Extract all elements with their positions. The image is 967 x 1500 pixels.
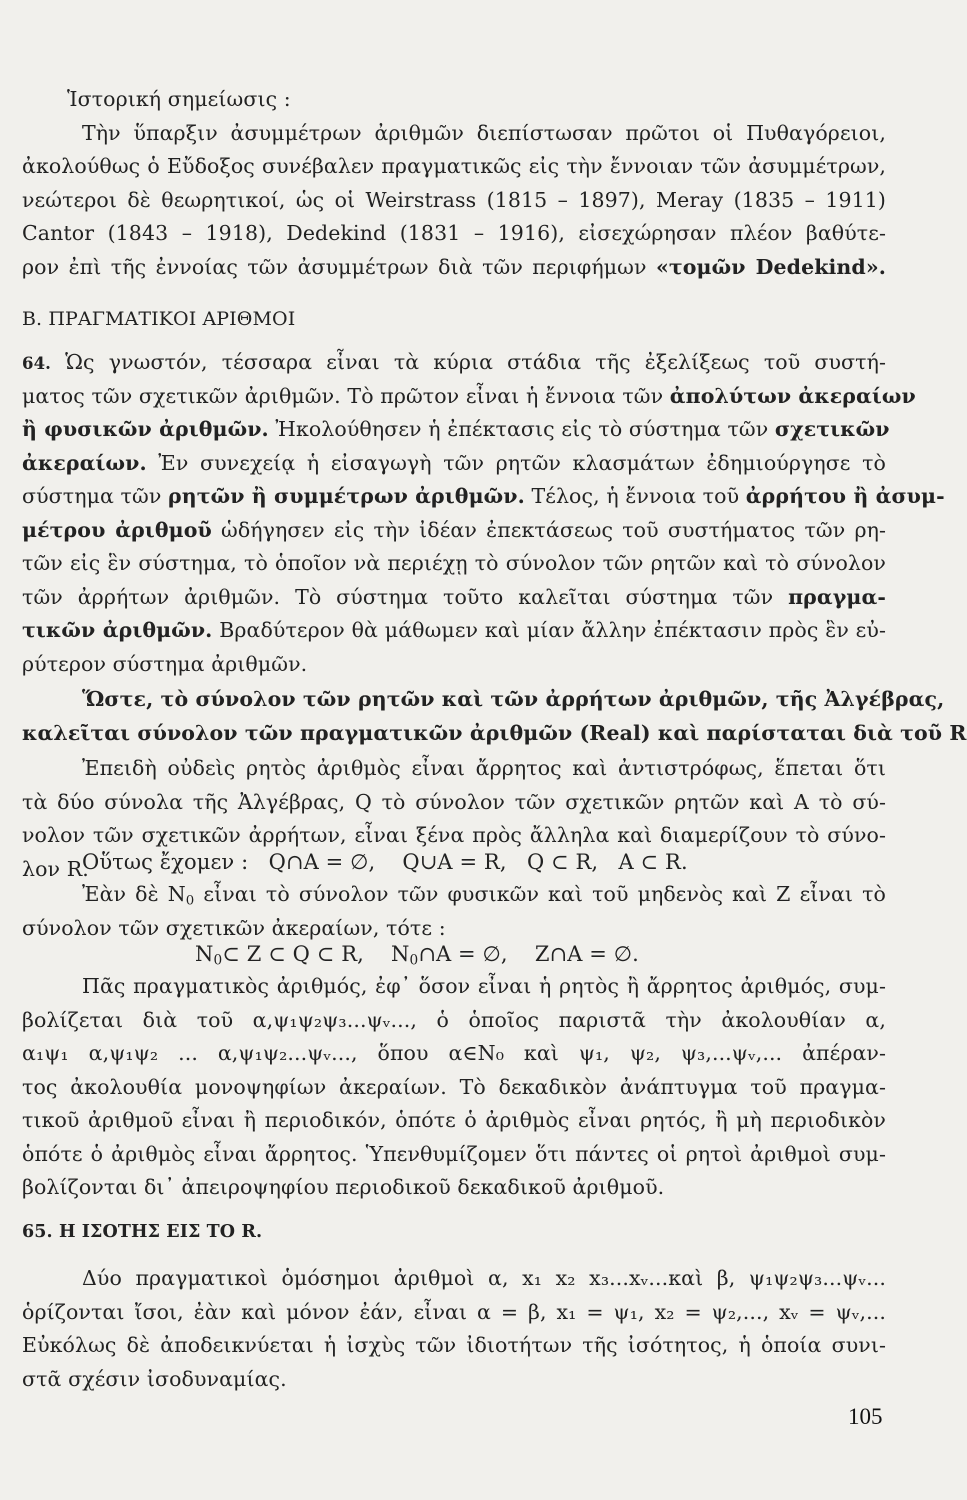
historical-note — [22, 83, 886, 284]
text-line: στᾶ σχέσιν ἰσοδυναμίας. — [22, 1366, 287, 1391]
text-line: τὰ δύο σύνολα τῆς Ἀλγέβρας, Q τὸ σύνολον τῶν σχετικῶν ρητῶν καὶ Α τὸ σύ- — [22, 789, 886, 814]
page-number: 105 — [848, 1404, 883, 1429]
text-line — [22, 413, 890, 447]
text-line — [22, 581, 886, 615]
bold-term: «τομῶν Dedekind». — [655, 254, 886, 279]
text-line: Cantor (1843 – 1918), Dedekind (1831 – 1916), εἰσεχώρησαν πλέον βαθύτε- — [22, 221, 886, 245]
text-segment: Ὡς γνωστόν, τέσσαρα εἶναι τὰ κύρια στάδια τῆς ἐξελίξεως τοῦ συστή- — [65, 350, 886, 374]
section-heading: 65. Η ΙΣΟΤΗΣ ΕΙΣ ΤΟ R. — [22, 1222, 263, 1242]
text-line — [22, 846, 886, 880]
text-line: καλεῖται σύνολον τῶν πραγματικῶν ἀριθμῶν (Real) καὶ παρίσταται διὰ τοῦ R — [22, 720, 967, 745]
subscript: 0 — [185, 893, 195, 909]
formula: Q∪A = R, — [402, 850, 507, 874]
text-line: Τὴν ὕπαρξιν ἀσυμμέτρων ἀριθμῶν διεπίστωσαν πρῶτοι οἱ Πυθαγόρειοι, — [82, 120, 886, 145]
section-heading: Β. ΠΡΑΓΜΑΤΙΚΟΙ ΑΡΙΘΜΟΙ — [22, 308, 296, 330]
bold-term: ἀρρήτου ἢ ἀσυμ- — [745, 484, 945, 508]
formula: N — [391, 942, 410, 966]
bold-term: πραγμα- — [788, 584, 886, 609]
bold-term: ἀπολύτων ἀκεραίων — [669, 383, 916, 408]
text-line: βολίζεται διὰ τοῦ α,ψ₁ψ₂ψ₃...ψᵥ..., ὁ ὁποῖος παριστᾶ τὴν ἀκολουθίαν α, — [22, 1007, 886, 1032]
text-line — [22, 878, 886, 912]
text-segment: ματος τῶν σχετικῶν ἀριθμῶν. Τὸ πρῶτον εἶναι ἡ ἔννοια τῶν — [22, 383, 670, 408]
text-line: Ἐπειδὴ οὐδεὶς ρητὸς ἀριθμὸς εἶναι ἄρρητος καὶ ἀντιστρόφως, ἕπεται ὅτι — [82, 756, 886, 780]
text-line: Πᾶς πραγματικὸς ἀριθμός, ἐφ᾽ ὅσον εἶναι ἡ ρητὸς ἢ ἄρρητος ἀριθμός, συμ- — [82, 974, 886, 998]
text-segment: ρον ἐπὶ τῆς ἐννοίας τῶν ἀσυμμέτρων διὰ τῶν περιφήμων — [22, 254, 656, 279]
text-line — [22, 346, 886, 380]
text-line: Ὥστε, τὸ σύνολον τῶν ρητῶν καὶ τῶν ἀρρήτων ἀριθμῶν, τῆς Ἀλγέβρας, — [82, 687, 945, 711]
text-line — [22, 514, 886, 548]
text-line — [22, 614, 886, 648]
text-segment: σύστημα τῶν — [22, 484, 168, 508]
historical-note-title: Ἱστορική σημείωσις : — [67, 87, 291, 111]
text-line: Δύο πραγματικοὶ ὁμόσημοι ἀριθμοὶ α, x₁ x₂ x₃...xᵥ...καὶ β, ψ₁ψ₂ψ₃...ψᵥ... — [82, 1266, 886, 1290]
text-line: λον R. — [22, 856, 89, 881]
text-line: ὁπότε ὁ ἀριθμὸς εἶναι ἄρρητος. Ὑπενθυμίζομεν ὅτι πάντες οἱ ρητοὶ ἀριθμοὶ συμ- — [22, 1141, 886, 1166]
text-line: α₁ψ₁ α,ψ₁ψ₂ ... α,ψ₁ψ₂...ψᵥ..., ὅπου α∈N₀ καὶ ψ₁, ψ₂, ψ₃,...ψᵥ,... ἀπέραν- — [22, 1041, 886, 1065]
bold-term: ἢ φυσικῶν ἀριθμῶν. — [22, 417, 269, 441]
text-segment: Ἐὰν δὲ N — [82, 882, 186, 906]
text-line: τος ἀκολουθία μονοψηφίων ἀκεραίων. Τὸ δεκαδικὸν ἀνάπτυγμα τοῦ πραγμα- — [22, 1074, 886, 1099]
text-segment: Τέλος, ἡ ἔννοια τοῦ — [524, 484, 746, 508]
decimal-representation — [22, 970, 886, 1205]
formula: ∩A = ∅, — [418, 942, 508, 966]
section-b — [22, 303, 886, 337]
subscript: 0 — [409, 952, 419, 969]
text-line: ρύτερον σύστημα ἀριθμῶν. — [22, 651, 308, 676]
text-line — [22, 251, 886, 285]
text-line: τῶν εἰς ἓν σύστημα, τὸ ὁποῖον νὰ περιέχῃ τὸ σύνολον τῶν ρητῶν καὶ τὸ σύνολον — [22, 551, 886, 575]
text-segment: εἶναι τὸ σύνολον τῶν φυσικῶν καὶ τοῦ μηδενὸς καὶ Ζ εἶναι τὸ — [194, 882, 886, 906]
text-segment: Ἐν συνεχείᾳ ἡ εἰσαγωγὴ τῶν ρητῶν κλασμάτων ἐδημιούργησε τὸ — [146, 450, 886, 475]
bold-term: μέτρου ἀριθμοῦ — [22, 517, 212, 542]
formula: Q ⊂ R, — [526, 850, 599, 874]
text-line: σύνολον τῶν σχετικῶν ἀκεραίων, τότε : — [22, 915, 446, 940]
text-segment: τῶν ἀρρήτων ἀριθμῶν. Τὸ σύστημα τοῦτο καλεῖται σύστημα τῶν — [22, 584, 789, 609]
text-line: ἀκολούθως ὁ Εὔδοξος συνέβαλεν πραγματικῶς εἰς τὴν ἔννοιαν τῶν ἀσυμμέτρων, — [22, 154, 886, 178]
relations-label: Οὕτως ἔχομεν : — [82, 850, 249, 874]
text-line: νεώτεροι δὲ θεωρητικοί, ὡς οἱ Weirstrass (1815 – 1897), Meray (1835 – 1911) — [22, 187, 886, 212]
naturals-paragraph — [22, 878, 886, 945]
text-line — [22, 447, 886, 481]
formula: Q∩A = ∅, — [268, 850, 376, 874]
bold-term: ρητῶν ἢ συμμέτρων ἀριθμῶν. — [168, 484, 525, 508]
bold-term: τικῶν ἀριθμῶν. — [22, 618, 213, 642]
text-segment: ὡδήγησεν εἰς τὴν ἰδέαν ἐπεκτάσεως τοῦ συστήματος τῶν ρη- — [211, 517, 887, 542]
equality-paragraph — [22, 1262, 886, 1396]
formula: N — [195, 942, 214, 966]
text-segment: Βραδύτερον θὰ μάθωμεν καὶ μίαν ἄλλην ἐπέκτασιν πρὸς ἓν εὐ- — [212, 618, 886, 642]
bold-term: ἀκεραίων. — [22, 450, 147, 475]
text-line: τικοῦ ἀριθμοῦ εἶναι ἢ περιοδικόν, ὁπότε ὁ ἀριθμὸς εἶναι ρητός, ἢ μὴ περιοδικὸν — [22, 1108, 886, 1132]
text-line — [22, 480, 945, 514]
paragraph-64 — [22, 346, 945, 681]
inclusion-chain — [22, 938, 886, 972]
relations-line — [22, 846, 886, 880]
text-line: νολον τῶν σχετικῶν ἀρρήτων, εἶναι ξένα πρὸς ἄλληλα καὶ διαμερίζουν τὸ σύνο- — [22, 823, 886, 847]
text-line — [22, 380, 916, 414]
formula-line — [22, 938, 886, 972]
section-65 — [22, 1216, 886, 1250]
real-numbers-definition — [22, 683, 967, 750]
text-line: Εὐκόλως δὲ ἀποδεικνύεται ἡ ἰσχὺς τῶν ἰδιοτήτων τῆς ἰσότητος, ἡ ὁποία συνι- — [22, 1333, 886, 1357]
text-segment: Ἠκολούθησεν ἡ ἐπέκτασις εἰς τὸ σύστημα τῶν — [268, 417, 775, 441]
text-line: βολίζονται δι᾽ ἀπειροψηφίου περιοδικοῦ δεκαδικοῦ ἀριθμοῦ. — [22, 1175, 665, 1199]
section-number: 64. — [22, 354, 52, 373]
bold-term: σχετικῶν — [774, 417, 890, 441]
subscript: 0 — [213, 952, 223, 969]
formula: A ⊂ R. — [618, 850, 688, 874]
formula: Z∩A = ∅. — [534, 942, 639, 966]
formula: ⊂ Z ⊂ Q ⊂ R, — [222, 942, 364, 966]
text-line: ὁρίζονται ἴσοι, ἐὰν καὶ μόνον ἐάν, εἶναι α = β, x₁ = ψ₁, x₂ = ψ₂,..., xᵥ = ψᵥ,... — [22, 1299, 886, 1324]
